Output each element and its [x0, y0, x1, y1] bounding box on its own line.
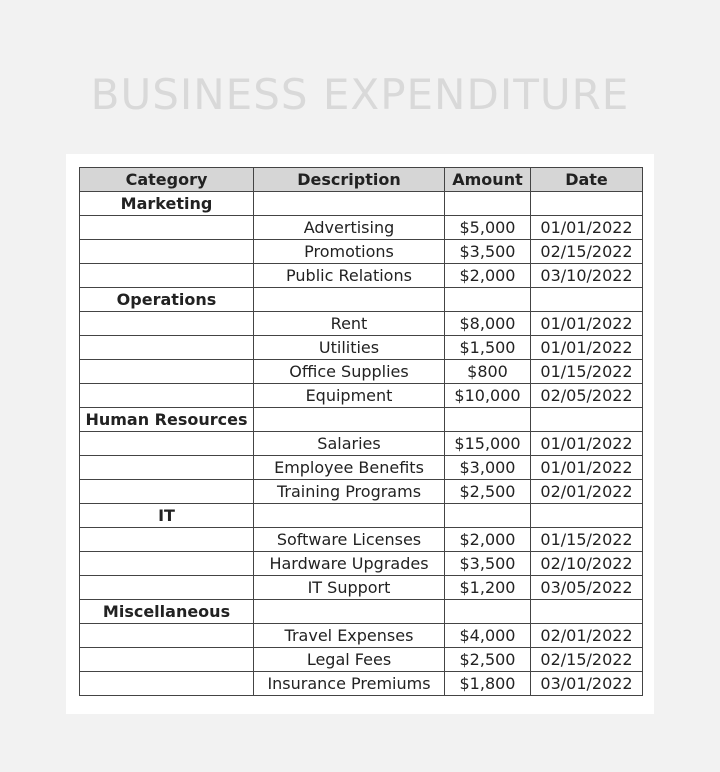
- cell-date: 02/01/2022: [531, 624, 643, 648]
- table-row: [80, 384, 643, 408]
- cell-description: IT Support: [254, 576, 445, 600]
- cell-description: Utilities: [254, 336, 445, 360]
- cell-amount: [445, 288, 531, 312]
- cell-date: 01/15/2022: [531, 528, 643, 552]
- table-row: [80, 456, 643, 480]
- cell-date: [531, 192, 643, 216]
- cell-amount: [445, 408, 531, 432]
- cell-date: [531, 600, 643, 624]
- cell-amount: $1,200: [445, 576, 531, 600]
- table-row: [80, 504, 643, 528]
- cell-category: Miscellaneous: [80, 600, 254, 624]
- table-row: [80, 216, 643, 240]
- table-row: [80, 528, 643, 552]
- cell-category: [80, 624, 254, 648]
- cell-date: 02/15/2022: [531, 648, 643, 672]
- cell-amount: $2,500: [445, 648, 531, 672]
- table-row: [80, 408, 643, 432]
- table-row: [80, 264, 643, 288]
- cell-description: Training Programs: [254, 480, 445, 504]
- cell-amount: $2,000: [445, 264, 531, 288]
- cell-category: [80, 216, 254, 240]
- cell-date: 01/15/2022: [531, 360, 643, 384]
- table-row: [80, 624, 643, 648]
- cell-amount: $2,500: [445, 480, 531, 504]
- cell-category: [80, 648, 254, 672]
- cell-description: Travel Expenses: [254, 624, 445, 648]
- cell-category: [80, 264, 254, 288]
- cell-amount: $5,000: [445, 216, 531, 240]
- header-date: Date: [531, 168, 643, 192]
- cell-amount: $3,500: [445, 240, 531, 264]
- cell-date: [531, 288, 643, 312]
- table-row: [80, 672, 643, 696]
- cell-date: 01/01/2022: [531, 312, 643, 336]
- cell-date: 01/01/2022: [531, 432, 643, 456]
- cell-date: 02/15/2022: [531, 240, 643, 264]
- cell-category: Human Resources: [80, 408, 254, 432]
- cell-category: [80, 552, 254, 576]
- cell-category: [80, 456, 254, 480]
- cell-category: [80, 672, 254, 696]
- table-row: [80, 192, 643, 216]
- header-amount: Amount: [445, 168, 531, 192]
- table-body: [80, 192, 643, 696]
- cell-description: Employee Benefits: [254, 456, 445, 480]
- table-row: [80, 240, 643, 264]
- cell-description: Rent: [254, 312, 445, 336]
- table-header-row: [80, 168, 643, 192]
- cell-date: 02/10/2022: [531, 552, 643, 576]
- cell-category: [80, 528, 254, 552]
- cell-category: [80, 240, 254, 264]
- cell-date: 02/01/2022: [531, 480, 643, 504]
- cell-description: [254, 504, 445, 528]
- header-category: Category: [80, 168, 254, 192]
- cell-description: Salaries: [254, 432, 445, 456]
- table-row: [80, 360, 643, 384]
- cell-amount: $2,000: [445, 528, 531, 552]
- cell-description: Promotions: [254, 240, 445, 264]
- cell-amount: [445, 600, 531, 624]
- cell-date: 01/01/2022: [531, 456, 643, 480]
- table-row: [80, 576, 643, 600]
- table-row: [80, 312, 643, 336]
- cell-amount: [445, 192, 531, 216]
- table-row: [80, 648, 643, 672]
- cell-description: [254, 192, 445, 216]
- cell-date: 03/10/2022: [531, 264, 643, 288]
- cell-amount: $800: [445, 360, 531, 384]
- cell-amount: $15,000: [445, 432, 531, 456]
- cell-description: Office Supplies: [254, 360, 445, 384]
- cell-date: 01/01/2022: [531, 336, 643, 360]
- table-row: [80, 288, 643, 312]
- cell-category: Marketing: [80, 192, 254, 216]
- table-row: [80, 552, 643, 576]
- cell-description: Public Relations: [254, 264, 445, 288]
- cell-category: IT: [80, 504, 254, 528]
- cell-category: [80, 336, 254, 360]
- cell-description: [254, 408, 445, 432]
- cell-date: 03/05/2022: [531, 576, 643, 600]
- cell-description: Legal Fees: [254, 648, 445, 672]
- cell-amount: $10,000: [445, 384, 531, 408]
- cell-category: [80, 384, 254, 408]
- cell-category: Operations: [80, 288, 254, 312]
- cell-amount: $1,800: [445, 672, 531, 696]
- table-row: [80, 480, 643, 504]
- cell-category: [80, 480, 254, 504]
- table-row: [80, 432, 643, 456]
- cell-date: 03/01/2022: [531, 672, 643, 696]
- cell-amount: $3,000: [445, 456, 531, 480]
- cell-date: 02/05/2022: [531, 384, 643, 408]
- cell-amount: $1,500: [445, 336, 531, 360]
- cell-category: [80, 312, 254, 336]
- cell-description: [254, 600, 445, 624]
- cell-date: [531, 408, 643, 432]
- header-description: Description: [254, 168, 445, 192]
- cell-description: Software Licenses: [254, 528, 445, 552]
- cell-amount: $4,000: [445, 624, 531, 648]
- cell-amount: $8,000: [445, 312, 531, 336]
- expenditure-table: [79, 167, 643, 696]
- cell-date: 01/01/2022: [531, 216, 643, 240]
- cell-date: [531, 504, 643, 528]
- cell-description: Hardware Upgrades: [254, 552, 445, 576]
- page-title: BUSINESS EXPENDITURE: [90, 70, 630, 119]
- cell-description: Equipment: [254, 384, 445, 408]
- cell-amount: [445, 504, 531, 528]
- cell-amount: $3,500: [445, 552, 531, 576]
- table-row: [80, 336, 643, 360]
- table-row: [80, 600, 643, 624]
- cell-category: [80, 360, 254, 384]
- cell-category: [80, 432, 254, 456]
- cell-category: [80, 576, 254, 600]
- cell-description: Insurance Premiums: [254, 672, 445, 696]
- cell-description: Advertising: [254, 216, 445, 240]
- cell-description: [254, 288, 445, 312]
